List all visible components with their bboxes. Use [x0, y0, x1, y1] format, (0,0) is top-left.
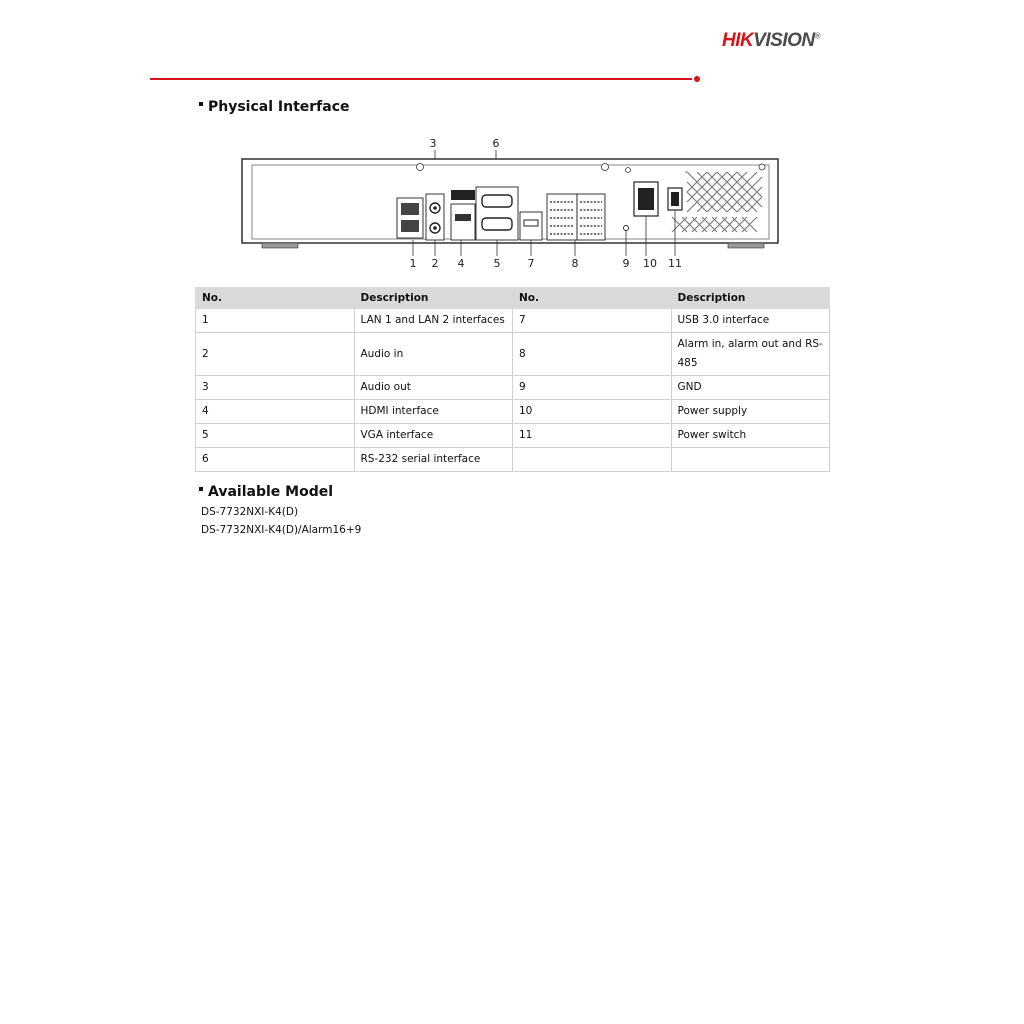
usb-port	[520, 212, 542, 240]
table-cell: RS-232 serial interface	[354, 448, 513, 472]
table-cell: USB 3.0 interface	[671, 309, 830, 333]
table-cell	[671, 448, 830, 472]
table-cell: 9	[513, 376, 672, 400]
logo-text-gray: VISION	[753, 30, 815, 51]
list-item: DS-7732NXI-K4(D)	[201, 506, 299, 518]
logo-registered-mark: ®	[814, 31, 821, 41]
model-list	[201, 503, 361, 539]
table-row	[196, 333, 830, 376]
table-cell: 3	[196, 376, 355, 400]
table-cell: 4	[196, 400, 355, 424]
callout-4: 4	[457, 257, 465, 270]
list-item: DS-7732NXI-K4(D)/Alarm16+9	[201, 524, 362, 536]
header-description-right: Description	[671, 288, 830, 309]
callout-3: 3	[429, 137, 437, 150]
table-row	[196, 376, 830, 400]
header-divider	[150, 78, 692, 80]
table-row	[196, 424, 830, 448]
callout-5: 5	[493, 257, 501, 270]
audio-jacks	[426, 194, 444, 240]
physical-interface-title: Physical Interface	[208, 99, 350, 115]
available-model-heading	[199, 484, 333, 500]
callout-7: 7	[527, 257, 535, 270]
table-cell: 8	[513, 333, 672, 376]
physical-interface-heading	[199, 99, 350, 115]
table-cell	[513, 448, 672, 472]
alarm-terminals	[547, 194, 605, 240]
table-cell: Power supply	[671, 400, 830, 424]
callout-8: 8	[571, 257, 579, 270]
table-cell: 5	[196, 424, 355, 448]
table-cell: HDMI interface	[354, 400, 513, 424]
hdmi-port	[451, 190, 475, 240]
hikvision-logo	[722, 30, 820, 52]
table-cell: Audio in	[354, 333, 513, 376]
header-no-right: No.	[513, 288, 672, 309]
table-cell: 7	[513, 309, 672, 333]
table-cell: 1	[196, 309, 355, 333]
table-cell: Audio out	[354, 376, 513, 400]
logo-text-red: HIK	[722, 30, 754, 51]
lan-ports	[397, 198, 423, 238]
serial-vga-ports	[476, 187, 518, 240]
table-header-row	[196, 288, 830, 309]
table-cell: Alarm in, alarm out and RS-485	[671, 333, 830, 376]
callout-10: 10	[643, 257, 657, 270]
table-cell: 10	[513, 400, 672, 424]
header-no-left: No.	[196, 288, 355, 309]
table-cell: VGA interface	[354, 424, 513, 448]
interface-table	[195, 287, 830, 472]
table-cell: 6	[196, 448, 355, 472]
header-description-left: Description	[354, 288, 513, 309]
heading-bullet	[199, 487, 203, 491]
heading-bullet	[199, 102, 203, 106]
table-cell: Power switch	[671, 424, 830, 448]
callout-9: 9	[622, 257, 630, 270]
table-cell: GND	[671, 376, 830, 400]
table-row	[196, 448, 830, 472]
table-row	[196, 400, 830, 424]
table-cell: 2	[196, 333, 355, 376]
rear-panel-diagram	[232, 132, 792, 272]
table-cell: 11	[513, 424, 672, 448]
callout-1: 1	[409, 257, 417, 270]
gnd-terminal	[624, 226, 629, 231]
available-model-title: Available Model	[208, 484, 334, 500]
table-cell: LAN 1 and LAN 2 interfaces	[354, 309, 513, 333]
callout-11: 11	[668, 257, 682, 270]
callout-2: 2	[431, 257, 439, 270]
callout-6: 6	[492, 137, 500, 150]
header-divider-dot	[694, 76, 700, 82]
table-row	[196, 309, 830, 333]
